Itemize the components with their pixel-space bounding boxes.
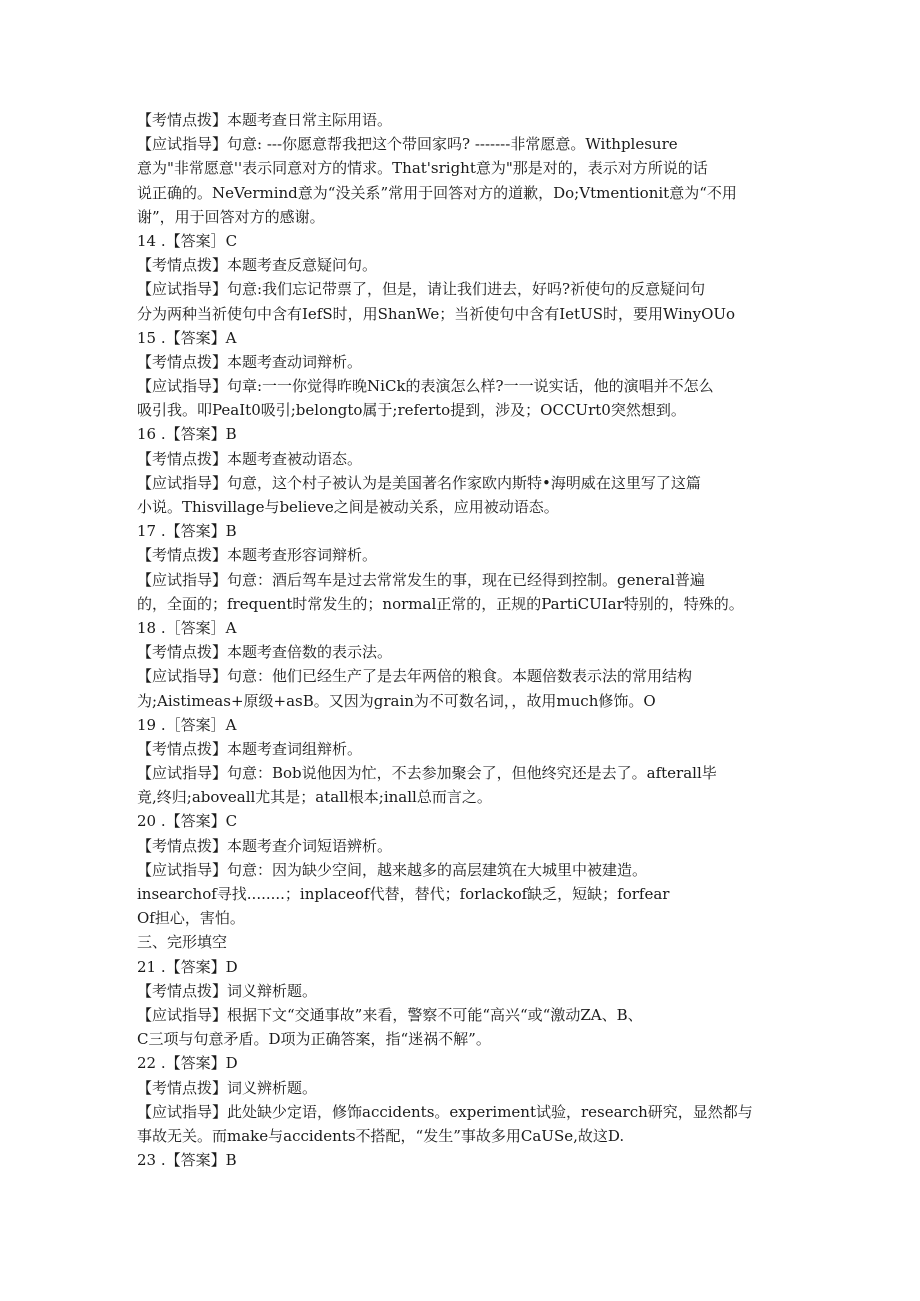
answer-line: 19 .［答案］A (137, 715, 237, 734)
answer-line: 23 .【答案】B (137, 1151, 237, 1170)
text-line: 的，全面的；frequent时常发生的；normal正常的，正规的PartiCUIar特别的，特殊的。 (137, 594, 744, 613)
text-line: 【应试指导】此处缺少定语，修饰accidents。experiment试验，research研究，显然都与 (137, 1102, 753, 1121)
text-line: 事故无关。而make与accidents不搭配，“发生”事故多用CaUSe,故这D. (137, 1126, 625, 1145)
text-line: 【应试指导】句意：他们已经生产了是去年两倍的粮食。本题倍数表示法的常用结构 (137, 667, 693, 686)
text-line: 【考情点拨】本题考查日常主际用语。 (137, 111, 393, 129)
answer-line: 21 .【答案】D (137, 957, 238, 976)
text-line: 小说。Thisvillage与believe之间是被动关系，应用被动语态。 (137, 498, 559, 516)
document-page (137, 108, 787, 1172)
text-line: 说正确的。NeVermind意为“没关系”常用于回答对方的道歉，Do;Vtmentionit意为“不用 (137, 183, 737, 202)
text-line: 【应试指导】句章:一一你觉得昨晚NiCk的表演怎么样?一一说实话，他的演唱并不怎么 (137, 377, 714, 396)
text-line: 【考情点拨】词义辨析题。 (137, 1078, 318, 1097)
text-line: 意为"非常愿意''表示同意对方的情求。That'sright意为"那是对的，表示对方所说的话 (137, 159, 708, 178)
answer-line: 16 .【答案】B (137, 425, 237, 444)
text-line: 【考情点拨】本题考查词组辩析。 (137, 739, 363, 758)
text-line: C三项与句意矛盾。D项为正确答案，指“迷祸不解”。 (137, 1030, 491, 1049)
text-line: 吸引我。叩PeaIt0吸引;belongto属于;referto提到，涉及；OCCUrt0突然想到。 (137, 401, 686, 420)
text-line: 【应试指导】句意，这个村子被认为是美国著名作家欧内斯特•海明威在这里写了这篇 (137, 473, 701, 492)
answer-line: 14 .【答案］C (137, 231, 238, 250)
text-line: 【考情点拨】本题考查动词辩析。 (137, 352, 363, 371)
text-line: 【应试指导】句意：Bob说他因为忙，不去参加聚会了，但他终究还是去了。afterall毕 (137, 764, 717, 783)
text-line: 【考情点拨】本题考查形容词辩析。 (137, 546, 378, 565)
text-line: 【考情点拨】本题考查倍数的表示法。 (137, 643, 393, 662)
text-line: 【应试指导】句意：酒后驾车是过去常常发生的事，现在已经得到控制。general普遍 (137, 570, 705, 589)
text-line: 【应试指导】句意:我们忘记带票了，但是，请让我们进去，好吗?祈使句的反意疑问句 (137, 280, 706, 299)
answer-line: 22 .【答案】D (137, 1054, 238, 1073)
text-line: 竟,终归;aboveall尤其是；atall根本;inall总而言之。 (137, 788, 492, 807)
text-line: 【考情点拨】本题考查介词短语辨析。 (137, 836, 393, 855)
text-line: 分为两种当祈使句中含有IefS时，用ShanWe；当祈使句中含有IetUS时，要用WinyOUo (137, 304, 736, 323)
text-line: Of担心，害怕。 (137, 909, 245, 928)
answer-line: 15 .【答案】A (137, 328, 237, 347)
text-line: 【考情点拨】本题考查反意疑问句。 (137, 256, 378, 275)
text-line: 为;Aistimeas+原级+asB。又因为grain为不可数名词，，故用much修饰。O (137, 691, 656, 710)
text-line: 谢”，用于回答对方的感谢。 (137, 207, 325, 226)
text-line: 【应试指导】句意：因为缺少空间，越来越多的高层建筑在大城里中被建造。 (137, 860, 648, 879)
text-line: 【应试指导】根据下文“交通事故”来看，警察不可能“高兴“或“激动ZA、B、 (137, 1005, 643, 1024)
answer-line: 20 .【答案】C (137, 812, 238, 831)
text-line: insearchof寻找........；inplaceof代替，替代；forlackof缺乏，短缺；forfear (137, 885, 670, 903)
text-line: 【考情点拨】词义辩析题。 (137, 981, 318, 1000)
answer-line: 18 .［答案］A (137, 618, 237, 637)
text-line: 【考情点拨】本题考查被动语态。 (137, 449, 363, 468)
text-line: 【应试指导】句意: ---你愿意帮我把这个带回家吗? -------非常愿意。Withplesure (137, 135, 678, 154)
section-heading: 三、完形填空 (137, 933, 228, 952)
answer-line: 17 .【答案】B (137, 522, 237, 541)
